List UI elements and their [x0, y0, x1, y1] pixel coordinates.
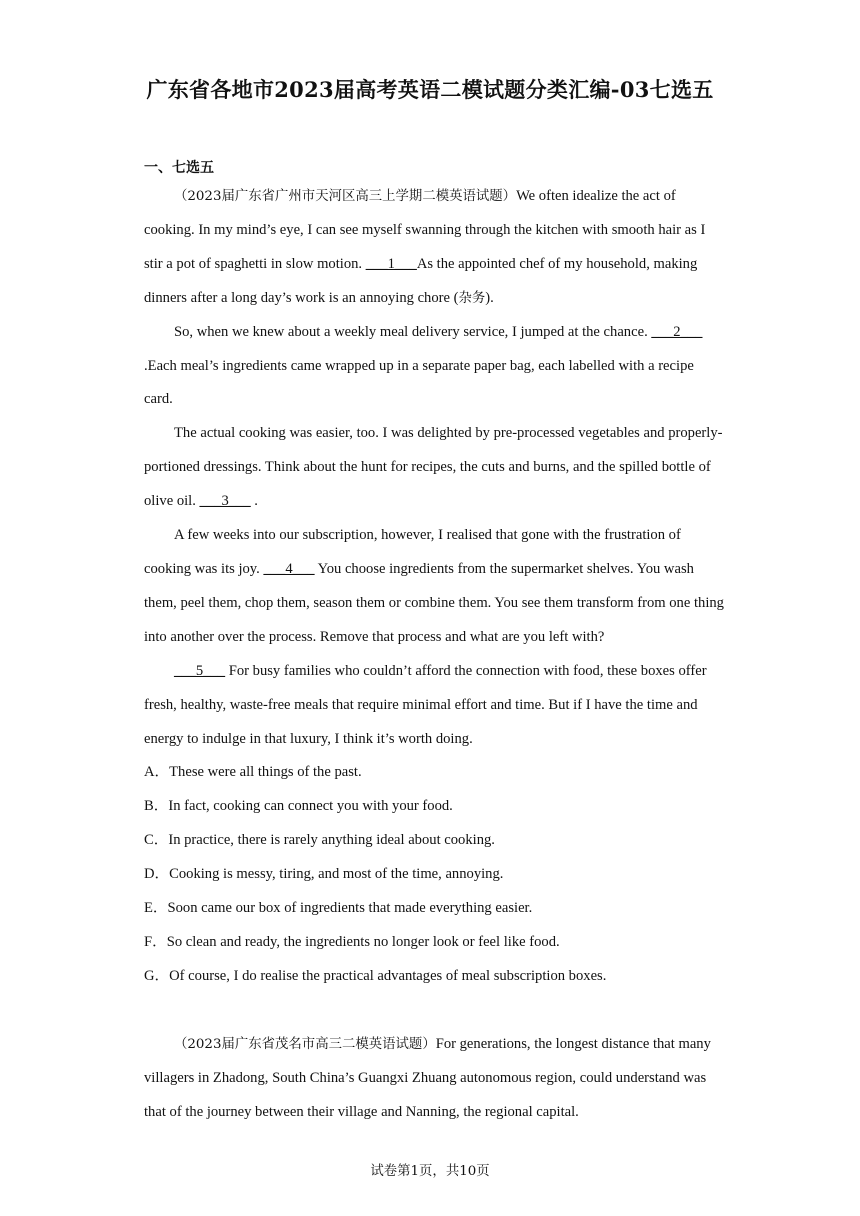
blank-3: ___3___ — [199, 493, 251, 510]
paragraph-text: We often idealize the act of cooking. In my mind’s eye, I can see myself swanning through the kitchen with smooth hair as I stir a pot of spaghetti in slow motion. — [144, 188, 706, 272]
paragraph-text: As the appointed chef of my household, making dinners after a long day’s work is an annoying chore ( — [144, 255, 698, 306]
passage1-paragraph-4 — [144, 519, 724, 655]
option-c: C．In practice, there is rarely anything ideal about cooking. — [144, 832, 495, 849]
document-body — [144, 180, 724, 1129]
option-e: E．Soon came our box of ingredients that made everything easier. — [144, 900, 533, 917]
option-b: B．In fact, cooking can connect you with your food. — [144, 798, 453, 815]
paragraph-text: ). — [485, 289, 494, 306]
passage1-source: （2023届广东省广州市天河区高三上学期二模英语试题） — [174, 189, 517, 204]
paragraph-text: You choose ingredients from the supermarket shelves. You wash them, peel them, chop them, season them or combine them. You see them transform from one thing into another over the process. Remove that process and what are you left with? — [144, 560, 724, 645]
passage2-paragraph-1 — [144, 1028, 724, 1130]
paragraph-text: . — [250, 493, 258, 510]
section-heading: 一、七选五 — [144, 160, 214, 176]
paragraph-text: For busy families who couldn’t afford the connection with food, these boxes offer fresh, healthy, waste-free meals that require minimal effort and time. But if I have the time and energy to indulge in that luxury, I think it’s worth doing. — [144, 662, 707, 747]
option-a: A．These were all things of the past. — [144, 764, 362, 781]
passage2-source: （2023届广东省茂名市高三二模英语试题） — [174, 1036, 436, 1052]
paragraph-text: For generations, the longest distance that many villagers in Zhadong, South China’s Guangxi Zhuang autonomous region, could understand was that of the journey between their village and Nanning, the regional capital. — [144, 1035, 711, 1120]
passage1-paragraph-5 — [144, 655, 724, 757]
blank-1: ___1___ — [365, 255, 417, 272]
passage1-paragraph-2 — [144, 316, 724, 418]
page-footer — [0, 1160, 860, 1180]
option-d: D．Cooking is messy, tiring, and most of the time, annoying. — [144, 866, 504, 883]
spacer — [144, 994, 724, 1028]
blank-5: ___5___ — [174, 662, 226, 679]
blank-2: ___2___ — [651, 323, 703, 340]
option-f: F．So clean and ready, the ingredients no longer look or feel like food. — [144, 933, 560, 950]
paragraph-text: The actual cooking was easier, too. I was delighted by pre-processed vegetables and properly-portioned dressings. Think about the hunt for recipes, the cuts and burns, and the spilled bottle of olive oil. — [144, 425, 723, 510]
passage1-paragraph-3 — [144, 417, 724, 519]
blank-4: ___4___ — [263, 560, 315, 577]
paragraph-text: A few weeks into our subscription, however, I realised that gone with the frustration of cooking was its joy. — [144, 527, 681, 577]
option-g: G．Of course, I do realise the practical advantages of meal subscription boxes. — [144, 967, 607, 984]
answer-options — [144, 756, 724, 993]
document-title: 广东省各地市2023届高考英语二模试题分类汇编-03七选五 — [146, 77, 714, 102]
paragraph-text: So, when we knew about a weekly meal delivery service, I jumped at the chance. — [174, 323, 652, 340]
passage1-paragraph-1 — [144, 180, 724, 316]
page-number: 试卷第1页，共10页 — [370, 1164, 490, 1179]
chinese-gloss: 杂务 — [458, 290, 486, 306]
paragraph-text: .Each meal’s ingredients came wrapped up in a separate paper bag, each labelled with a recipe card. — [144, 357, 694, 408]
